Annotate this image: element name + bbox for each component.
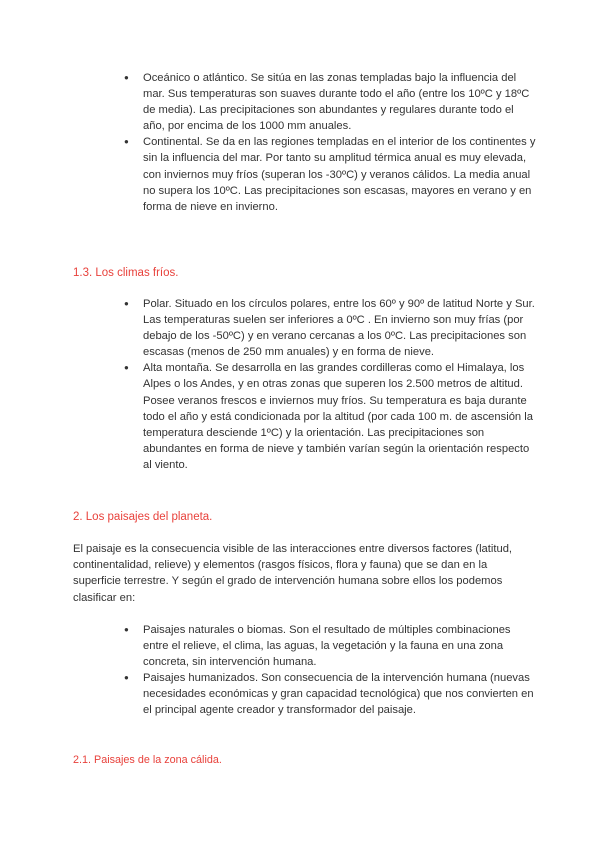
list-item-natural-landscapes: ● Paisajes naturales o biomas. Son el resultado de múltiples combinaciones entre el relieve, el clima, las aguas, la vegetación y la fauna en una zona concreta, sin intervención humana.	[124, 622, 536, 670]
subsection-heading-warm-zone: 2.1. Paisajes de la zona cálida.	[73, 754, 222, 766]
list-item-high-mountain: ● Alta montaña. Se desarrolla en las grandes cordilleras como el Himalaya, los Alpes o los Andes, y en otras zonas que superen los 2.500 metros de altitud. Posee veranos frescos e inviernos muy fríos. Su temperatura es baja durante todo el año y está condicionada por la altitud (por cada 100 m. de ascensión la temperatura desciende 1ºC) y la orientación. Las precipitaciones son abundantes en forma de nieve y también varían según la orientación respecto al viento.	[124, 360, 536, 473]
list-item-oceanic: ● Oceánico o atlántico. Se sitúa en las zonas templadas bajo la influencia del mar. Sus temperaturas son suaves durante todo el año (entre los 10ºC y 18ºC de media). Las precipitaciones son abundantes y regulares durante todo el año, por encima de los 1000 mm anuales.	[124, 70, 536, 134]
section-heading-cold-climates: 1.3. Los climas fríos.	[73, 267, 179, 279]
list-item-humanized-landscapes: ● Paisajes humanizados. Son consecuencia de la intervención humana (nuevas necesidades económicas y gran capacidad tecnológica) que nos convierten en el principal agente creador y transformador del paisaje.	[124, 670, 536, 718]
landscape-paragraph: El paisaje es la consecuencia visible de las interacciones entre diversos factores (latitud, continentalidad, relieve) y elementos (rasgos físicos, flora y fauna) que se dan en la superficie terrestre. Y según el grado de intervención humana sobre ellos los podemos clasificar en:	[73, 543, 513, 604]
landscape-types-list	[124, 622, 536, 719]
section-heading-landscapes: 2. Los paisajes del planeta.	[73, 511, 213, 523]
list-item-polar: ● Polar. Situado en los círculos polares, entre los 60º y 90º de latitud Norte y Sur. Las temperaturas suelen ser inferiores a 0ºC . En invierno son muy frías (por debajo de los -50ºC) y en verano cercanas a los 0ºC. Las precipitaciones son escasas (menos de 250 mm anuales) y en forma de nieve.	[124, 296, 536, 360]
climate-list-temperate	[124, 70, 536, 215]
list-item-continental: ● Continental. Se da en las regiones templadas en el interior de los continentes y sin la influencia del mar. Por tanto su amplitud térmica anual es muy elevada, con inviernos muy fríos (superan los -30ºC) y veranos cálidos. La media anual no supera los 10ºC. Las precipitaciones son escasas, mayores en verano y en forma de nieve en invierno.	[124, 134, 536, 214]
climate-list-cold	[124, 296, 536, 473]
